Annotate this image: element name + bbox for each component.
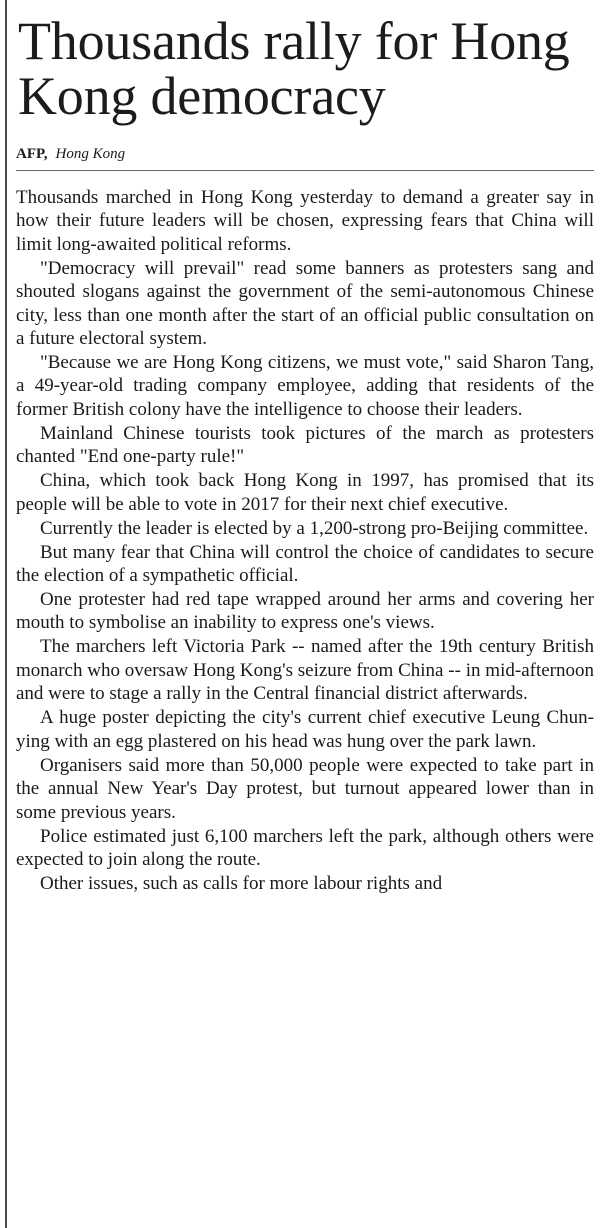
- paragraph: The marchers left Victoria Park -- named after the 19th century British monarch who oversaw Hong Kong's seizure from China -- in mid-afternoon and were to stage a rally in the Central financial district afterwards.: [16, 636, 594, 705]
- paragraph: "Because we are Hong Kong citizens, we must vote," said Sharon Tang, a 49-year-old trading company employee, adding that residents of the former British colony have the intelligence to choose their leaders.: [16, 352, 594, 420]
- headline: Thousands rally for Hong Kong democracy: [18, 11, 570, 126]
- paragraph: Mainland Chinese tourists took pictures of the march as protesters chanted "End one-party rule!": [16, 422, 594, 468]
- byline-location: Hong Kong: [55, 146, 126, 162]
- byline: [16, 144, 594, 164]
- paragraph: A huge poster depicting the city's current chief executive Leung Chun-ying with an egg plastered on his head was hung over the park lawn.: [16, 707, 594, 752]
- paragraph: Police estimated just 6,100 marchers left the park, although others were expected to join along the route.: [16, 825, 594, 870]
- paragraph: Currently the leader is elected by a 1,200-strong pro-Beijing committee.: [40, 517, 589, 539]
- paragraph: "Democracy will prevail" read some banners as protesters sang and shouted slogans against the government of the semi-autonomous Chinese city, less than one month after the start of an official public consultation on a future electoral system.: [16, 257, 594, 350]
- paragraph: China, which took back Hong Kong in 1997, has promised that its people will be able to vote in 2017 for their next chief executive.: [16, 470, 594, 515]
- byline-agency: AFP,: [16, 146, 48, 162]
- news-article: [16, 0, 594, 896]
- column-rule: [5, 0, 7, 1228]
- byline-divider: [16, 170, 594, 171]
- paragraph: Thousands marched in Hong Kong yesterday to demand a greater say in how their future leaders will be chosen, expressing fears that China will limit long-awaited political reforms.: [16, 187, 594, 255]
- paragraph: Organisers said more than 50,000 people were expected to take part in the annual New Year's Day protest, but turnout appeared lower than in some previous years.: [16, 754, 594, 823]
- paragraph: Other issues, such as calls for more labour rights and: [40, 872, 443, 894]
- paragraph: One protester had red tape wrapped around her arms and covering her mouth to symbolise an inability to express one's views.: [16, 589, 594, 634]
- article-body: [16, 186, 594, 895]
- paragraph: But many fear that China will control the choice of candidates to secure the election of a sympathetic official.: [16, 541, 594, 587]
